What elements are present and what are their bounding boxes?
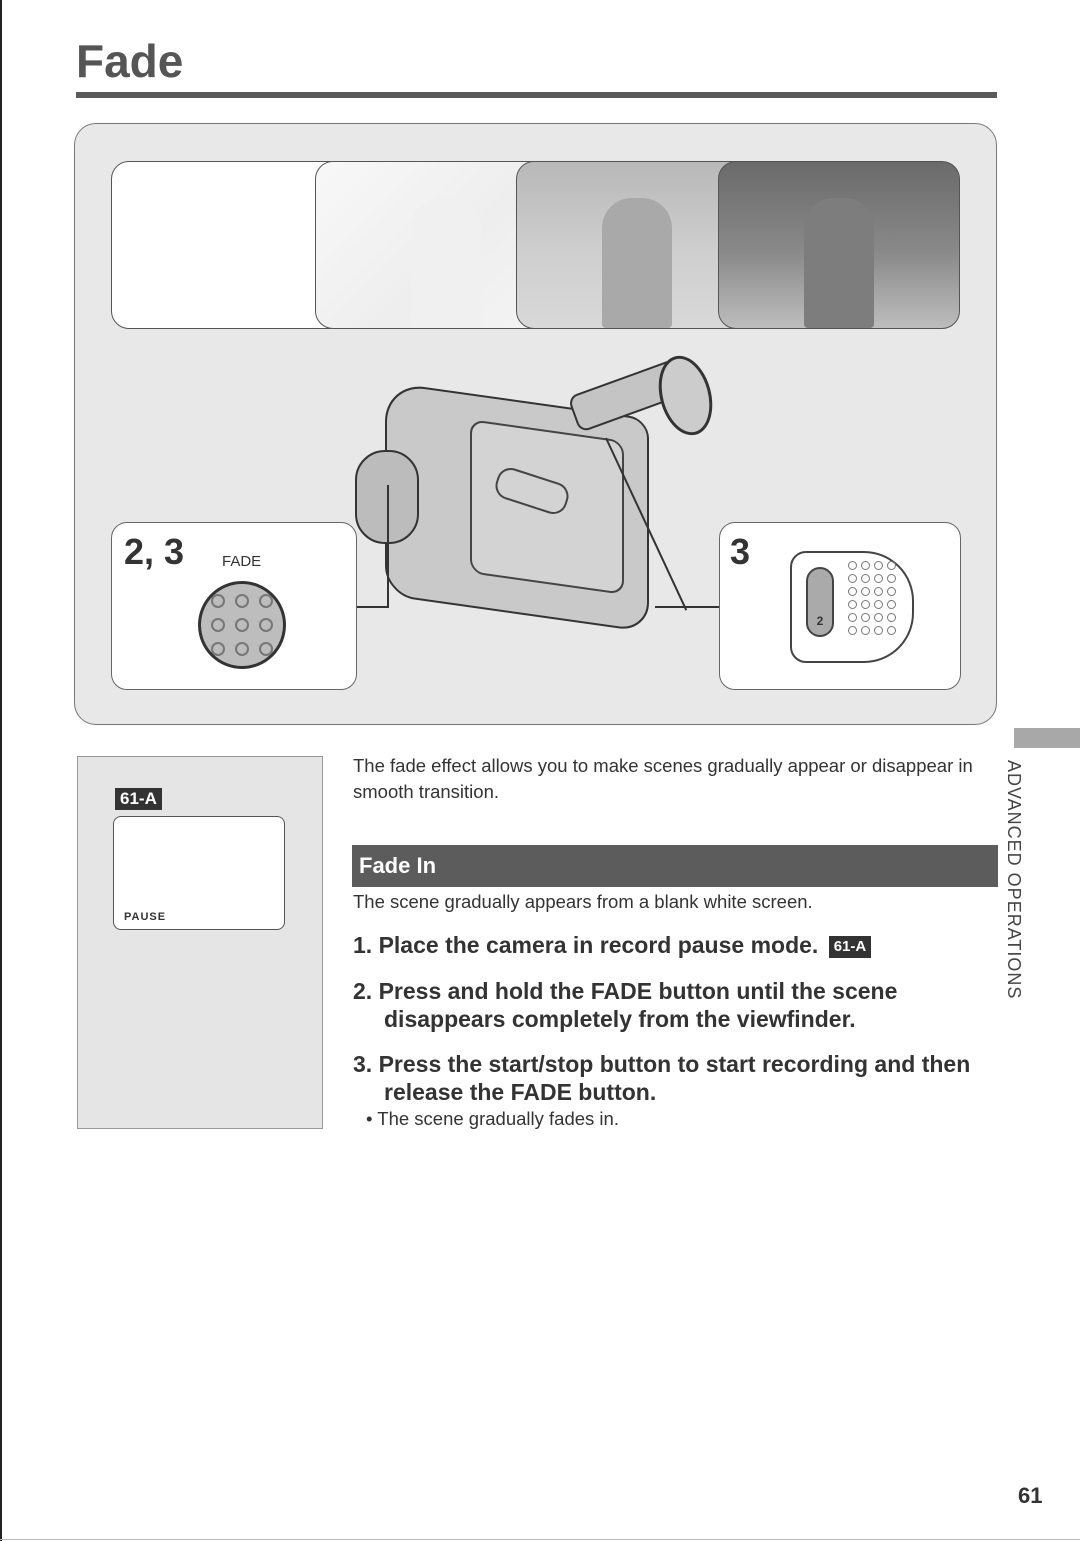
step-reference: 3 bbox=[730, 531, 751, 572]
leader-line-fade bbox=[387, 485, 389, 608]
section-tab-marker bbox=[1014, 728, 1080, 748]
page-title: Fade bbox=[76, 35, 184, 87]
viewfinder-reference-box bbox=[77, 756, 323, 1129]
step-2: 2. Press and hold the FADE button until the scene disappears completely from the viewfinder. bbox=[353, 978, 898, 1032]
section-title: Fade In bbox=[359, 853, 437, 878]
intro-paragraph: The fade effect allows you to make scenes gradually appear or disappear in smooth transition. bbox=[353, 755, 973, 802]
section-header bbox=[352, 845, 998, 887]
section-description: The scene gradually appears from a blank white screen. bbox=[353, 891, 813, 912]
fade-frame-full bbox=[718, 161, 960, 329]
title-rule bbox=[76, 92, 997, 98]
fade-button-icon bbox=[198, 581, 286, 669]
start-stop-key: 2 bbox=[806, 567, 834, 637]
reference-badge: 61-A bbox=[115, 788, 162, 810]
person-silhouette bbox=[411, 198, 481, 328]
pause-indicator: PAUSE bbox=[124, 911, 167, 923]
step-reference: 2, 3 bbox=[124, 531, 185, 572]
leader-line-startstop bbox=[655, 606, 719, 608]
person-silhouette bbox=[602, 198, 672, 328]
section-tab-label: ADVANCED OPERATIONS bbox=[1004, 760, 1024, 1000]
callout-start-stop bbox=[719, 522, 961, 690]
reference-badge: 61-A bbox=[829, 936, 872, 958]
grip-dots bbox=[848, 561, 898, 635]
callout-fade-button bbox=[111, 522, 357, 690]
step-note: • The scene gradually fades in. bbox=[366, 1108, 619, 1129]
step-3: 3. Press the start/stop button to start recording and then release the FADE button. bbox=[353, 1051, 971, 1105]
step-1 bbox=[353, 931, 1024, 959]
fade-frame-faint bbox=[315, 161, 535, 329]
fade-frame-partial bbox=[516, 161, 736, 329]
page-number: 61 bbox=[1018, 1483, 1043, 1508]
fade-button-label: FADE bbox=[222, 553, 262, 570]
viewfinder-screen bbox=[113, 816, 285, 930]
leader-line-fade bbox=[357, 606, 389, 608]
page-edge-bottom bbox=[0, 1539, 1080, 1540]
step-text: 1. Place the camera in record pause mode. bbox=[353, 932, 819, 958]
person-silhouette bbox=[804, 198, 874, 328]
fade-frame-blank bbox=[111, 161, 331, 329]
page-edge-left bbox=[0, 0, 2, 1541]
start-stop-button-icon bbox=[790, 551, 914, 663]
